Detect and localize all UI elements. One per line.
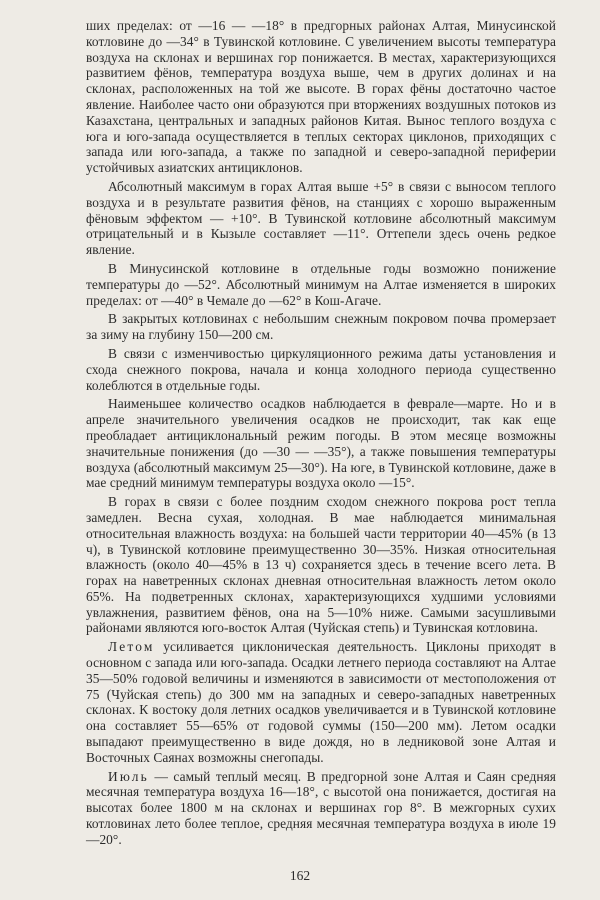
paragraph-absolute-minimum: В Минусинской котловине в отдельные годы возможно понижение температуры до —52°. Абсолютный минимум на Алтае изменяется в широких пределах: от —40° в Чемале до —62° в Кош-Агаче. bbox=[86, 260, 556, 308]
july-text: — самый теплый месяц. В предгорной зоне Алтая и Саян средняя месячная температура воздуха 16—18°, с высотой она понижается, достигая на высотах более 1800 м на склонах и вершинах гор 8°. В межгорных сухих котловинах лето более теплое, средняя месячная температура воздуха в июле 19—20°. bbox=[86, 768, 556, 847]
page-number: 162 bbox=[289, 868, 311, 883]
paragraph-precipitation-minimum: Наименьшее количество осадков наблюдается в феврале—марте. Но и в апреле значительного увеличения осадков не происходит, так как еще преобладает антициклональный режим погоды. В этом месяце возможны значительные понижения (до —30 — —35°), а также повышения температуры воздуха (абсолютный максимум 25—30°). На юге, в Тувинской котловине, даже в мае средний минимум температуры воздуха около —15°. bbox=[86, 396, 556, 491]
paragraph-summer bbox=[86, 639, 556, 765]
summer-text: усиливается циклоническая деятельность. Циклоны приходят в основном с запада или юго-запада. Осадки летнего периода составляют на Алтае 35—50% годовой величины и изменяются в зависимости от местоположения от 75 (Чуйская степь) до 300 мм на западных и северо-западных наветренных склонах. К востоку доля летних осадков увеличивается и в Тувинской котловине она составляет 55—65% от годовой суммы (150—200 мм). Летом осадки выпадают преимущественно в виде дождя, но в ледниковой зоне Алтая и Восточных Саянах возможны снегопады. bbox=[86, 639, 556, 765]
paragraph-spring: В горах в связи с более поздним сходом снежного покрова рост тепла замедлен. Весна сухая, холодная. В мае наблюдается минимальная относительная влажность воздуха: на большей части территории 40—45% (в 13 ч), в Тувинской котловине преимущественно 30—35%. Низкая относительная влажность (около 40—45% в 13 ч) сохраняется здесь в течение всего лета. В горах на наветренных склонах дневная относительная влажность летом около 65%. На подветренных склонах, характеризующихся худшими условиями увлажнения, развитием фёнов, она на 5—10% ниже. Самыми засушливыми районами являются юго-восток Алтая (Чуйская степь) и Тувинская котловина. bbox=[86, 494, 556, 636]
paragraph-absolute-maximum: Абсолютный максимум в горах Алтая выше +5° в связи с выносом теплого воздуха и в результате развития фёнов, на станциях с хорошо выраженным фёновым эффектом — +10°. В Тувинской котловине абсолютный максимум отрицательный и в Кызыле составляет —11°. Оттепели здесь очень редкое явление. bbox=[86, 178, 556, 258]
paragraph-soil-freezing: В закрытых котловинах с небольшим снежным покровом почва промерзает за зиму на глубину 150—200 см. bbox=[86, 311, 556, 343]
summer-label: Летом bbox=[108, 639, 155, 655]
body-text bbox=[86, 18, 556, 851]
paragraph-snow-cover: В связи с изменчивостью циркуляционного режима даты установления и схода снежного покрова, начала и конца холодного периода существенно колеблются в отдельные годы. bbox=[86, 345, 556, 393]
paragraph-july bbox=[86, 769, 556, 848]
july-label: Июль bbox=[108, 768, 149, 784]
paragraph-winter-temperatures: ших пределах: от —16 — —18° в предгорных районах Алтая, Минусинской котловине до —34° в Тувинской котловине. С увеличением высоты температура воздуха на склонах и вершинах гор понижается. В местах, характеризующихся развитием фёнов, температура воздуха выше, чем в других долинах и на склонах, расположенных на той же высоте. В горах фёны достаточно частое явление. Наиболее часто они образуются при вторжениях воздушных потоков из Казахстана, центральных и западных районов Китая. Вынос теплого воздуха с юга и юго-запада осуществляется в теплых секторах циклонов, приходящих с запада или юго-запада, а также по западной и северо-западной периферии устойчивых азиатских антициклонов. bbox=[86, 18, 556, 176]
